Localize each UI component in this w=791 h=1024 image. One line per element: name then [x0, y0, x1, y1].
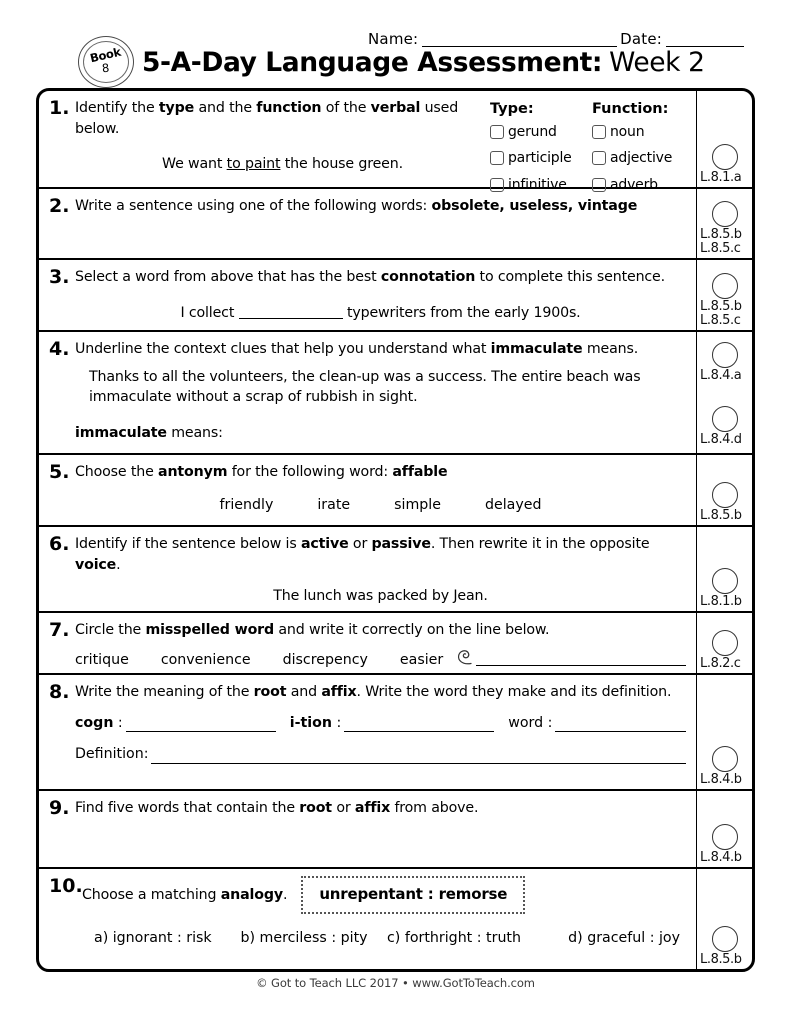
checkbox-box-icon[interactable]: [490, 151, 504, 165]
score-circle[interactable]: [712, 144, 738, 170]
checkbox-label: adjective: [610, 150, 673, 167]
option-easier[interactable]: easier: [399, 652, 444, 669]
option-c[interactable]: c) forthright : truth: [387, 929, 521, 946]
question-3-blank[interactable]: [239, 306, 343, 319]
checkbox-box-icon[interactable]: [592, 151, 606, 165]
page-header: [0, 0, 791, 86]
word-label: word :: [508, 714, 553, 731]
standards-column-3: [696, 260, 752, 330]
standard-code: L.8.5.b: [700, 508, 742, 524]
affix-label: i-tion :: [289, 714, 342, 731]
checkbox-label: participle: [508, 150, 572, 167]
question-10-prompt: Choose a matching analogy.: [82, 886, 288, 903]
option-b[interactable]: b) merciless : pity: [240, 929, 368, 946]
standard-code: L.8.5.b: [700, 952, 742, 968]
date-label: Date:: [620, 30, 662, 48]
standards-column-9: [696, 791, 752, 867]
root-label: cogn :: [75, 714, 123, 731]
standard-code: L.8.4.d: [700, 432, 742, 448]
score-circle[interactable]: [712, 482, 738, 508]
question-1-underlined-phrase: to paint: [226, 156, 281, 173]
checkbox-label: adverb: [610, 176, 658, 193]
question-row-4: [39, 332, 752, 455]
standards-column-2: [696, 189, 752, 258]
standard-code: L.8.1.b: [700, 594, 742, 610]
page-title: [142, 47, 705, 78]
question-1-sentence: We want to paint the house green.: [162, 156, 403, 173]
standards-column-10: [696, 869, 752, 969]
question-5-options: [75, 495, 686, 516]
standards-column-5: [696, 455, 752, 525]
page-title-week: Week 2: [609, 47, 705, 78]
function-column: [592, 99, 686, 201]
standard-code: L.8.1.a: [700, 170, 742, 186]
question-row-8: [39, 675, 752, 791]
score-circle[interactable]: [712, 342, 738, 368]
question-2-prompt: Write a sentence using one of the following words: obsolete, useless, vintage: [75, 198, 638, 214]
option-convenience[interactable]: convenience: [160, 652, 251, 669]
type-column: [490, 99, 584, 201]
question-4-body: [39, 332, 696, 453]
question-7-number: 7.: [49, 619, 70, 641]
score-circle[interactable]: [712, 824, 738, 850]
analogy-stem-box: unrepentant : remorse: [301, 876, 525, 914]
standard-code: L.8.5.c: [700, 241, 741, 257]
standard-code: L.8.4.a: [700, 368, 742, 384]
standards-column-8: [696, 675, 752, 789]
checkbox-gerund[interactable]: [490, 122, 584, 142]
standards-column-7: [696, 613, 752, 673]
standards-column-1: [696, 91, 752, 187]
question-1-checkbox-grid: [490, 98, 686, 201]
question-4-number: 4.: [49, 338, 70, 360]
score-circle[interactable]: [712, 568, 738, 594]
question-row-7: [39, 613, 752, 675]
question-1-body: [39, 91, 696, 193]
question-9-prompt: Find five words that contain the root or affix from above.: [75, 800, 479, 816]
question-3-number: 3.: [49, 266, 70, 288]
question-3-body: [39, 260, 696, 330]
question-10-number: 10.: [49, 875, 83, 897]
question-7-options: [75, 649, 686, 673]
question-row-6: [39, 527, 752, 613]
question-2-number: 2.: [49, 195, 70, 217]
question-2-body: [39, 189, 696, 258]
score-circle[interactable]: [712, 406, 738, 432]
checkbox-participle[interactable]: [490, 148, 584, 168]
affix-answer-line[interactable]: [344, 720, 494, 732]
page-footer: © Got to Teach LLC 2017 • www.GotToTeach.com: [256, 976, 535, 990]
score-circle[interactable]: [712, 273, 738, 299]
question-7-answer-line[interactable]: [476, 654, 686, 666]
book-badge-number: 8: [101, 60, 111, 76]
question-9-body: [39, 791, 696, 867]
definition-label: Definition:: [75, 746, 149, 763]
question-row-5: [39, 455, 752, 527]
book-badge-inner: [83, 41, 129, 83]
book-badge: [78, 36, 134, 88]
option-simple[interactable]: simple: [394, 496, 441, 513]
question-8-fields: [75, 713, 686, 735]
question-6-body: [39, 527, 696, 611]
question-row-3: [39, 260, 752, 332]
name-label: Name:: [368, 30, 419, 48]
question-8-body: [39, 675, 696, 789]
option-critique[interactable]: critique: [75, 652, 129, 669]
question-5-body: [39, 455, 696, 525]
question-10-body: [39, 869, 696, 969]
root-answer-line[interactable]: [126, 720, 276, 732]
question-7-prompt: Circle the misspelled word and write it correctly on the line below.: [75, 622, 550, 638]
book-badge-word: Book: [89, 44, 123, 65]
worksheet-body: [36, 88, 755, 972]
option-a[interactable]: a) ignorant : risk: [94, 929, 212, 946]
standards-column-6: [696, 527, 752, 611]
question-5-prompt: Choose the antonym for the following word: affable: [75, 464, 448, 480]
type-header: Type:: [490, 101, 534, 117]
question-1-prompt: Identify the type and the function of the verbal used below.: [75, 100, 459, 137]
checkbox-label: gerund: [508, 124, 557, 141]
definition-answer-line[interactable]: [151, 752, 686, 764]
option-discrepency[interactable]: discrepency: [282, 652, 368, 669]
spiral-flourish-icon: [457, 649, 474, 673]
question-2-answer-area[interactable]: [75, 217, 686, 251]
question-3-sentence: I collect typewriters from the early 1900s.: [180, 304, 581, 321]
question-2-words: obsolete, useless, vintage: [431, 198, 638, 214]
question-6-prompt: Identify if the sentence below is active or passive. Then rewrite it in the opposite voice.: [75, 536, 650, 573]
score-circle[interactable]: [712, 926, 738, 952]
score-circle[interactable]: [712, 630, 738, 656]
question-9-answer-area[interactable]: [75, 819, 686, 861]
standards-column-4: [696, 332, 752, 453]
standard-code: L.8.5.c: [700, 313, 741, 329]
question-10-options: [82, 928, 686, 949]
name-input-line[interactable]: [422, 34, 617, 47]
question-1-number: 1.: [49, 97, 70, 119]
question-4-prompt: Underline the context clues that help you understand what immaculate means.: [75, 341, 639, 357]
question-4-answer-prompt: immaculate means:: [75, 424, 223, 441]
question-4-passage: Thanks to all the volunteers, the clean-up was a success. The entire beach was immaculate without a scrap of rubbish in sight.: [89, 368, 641, 406]
question-8-prompt: Write the meaning of the root and affix. Write the word they make and its definition.: [75, 684, 672, 700]
standard-code: L.8.5.b: [700, 298, 742, 314]
question-7-body: [39, 613, 696, 673]
page-title-bold: 5-A-Day Language Assessment:: [142, 47, 603, 78]
question-6-sentence: The lunch was packed by Jean.: [273, 588, 488, 605]
checkbox-label: noun: [610, 124, 645, 141]
standard-code: L.8.2.c: [700, 656, 741, 672]
question-row-9: [39, 791, 752, 869]
standard-code: L.8.4.b: [700, 850, 742, 866]
checkbox-label: infinitive: [508, 176, 567, 193]
word-answer-line[interactable]: [555, 720, 686, 732]
question-8-number: 8.: [49, 681, 70, 703]
question-row-1: [39, 91, 752, 193]
question-10-header: [82, 876, 686, 914]
date-input-line[interactable]: [666, 34, 744, 47]
question-8-definition-row: [75, 744, 686, 766]
checkbox-adjective[interactable]: [592, 148, 686, 168]
standard-code: L.8.5.b: [700, 226, 742, 242]
question-6-number: 6.: [49, 533, 70, 555]
question-row-2: [39, 189, 752, 260]
option-friendly[interactable]: friendly: [219, 496, 274, 513]
question-row-10: [39, 869, 752, 969]
standard-code: L.8.4.b: [700, 772, 742, 788]
option-d[interactable]: d) graceful : joy: [568, 929, 680, 946]
question-3-prompt: Select a word from above that has the best connotation to complete this sentence.: [75, 269, 665, 285]
question-9-number: 9.: [49, 797, 70, 819]
option-delayed[interactable]: delayed: [484, 496, 542, 513]
checkbox-box-icon[interactable]: [490, 125, 504, 139]
score-circle[interactable]: [712, 201, 738, 227]
score-circle[interactable]: [712, 746, 738, 772]
option-irate[interactable]: irate: [317, 496, 351, 513]
function-header: Function:: [592, 101, 669, 117]
checkbox-box-icon[interactable]: [592, 125, 606, 139]
checkbox-noun[interactable]: [592, 122, 686, 142]
question-5-number: 5.: [49, 461, 70, 483]
